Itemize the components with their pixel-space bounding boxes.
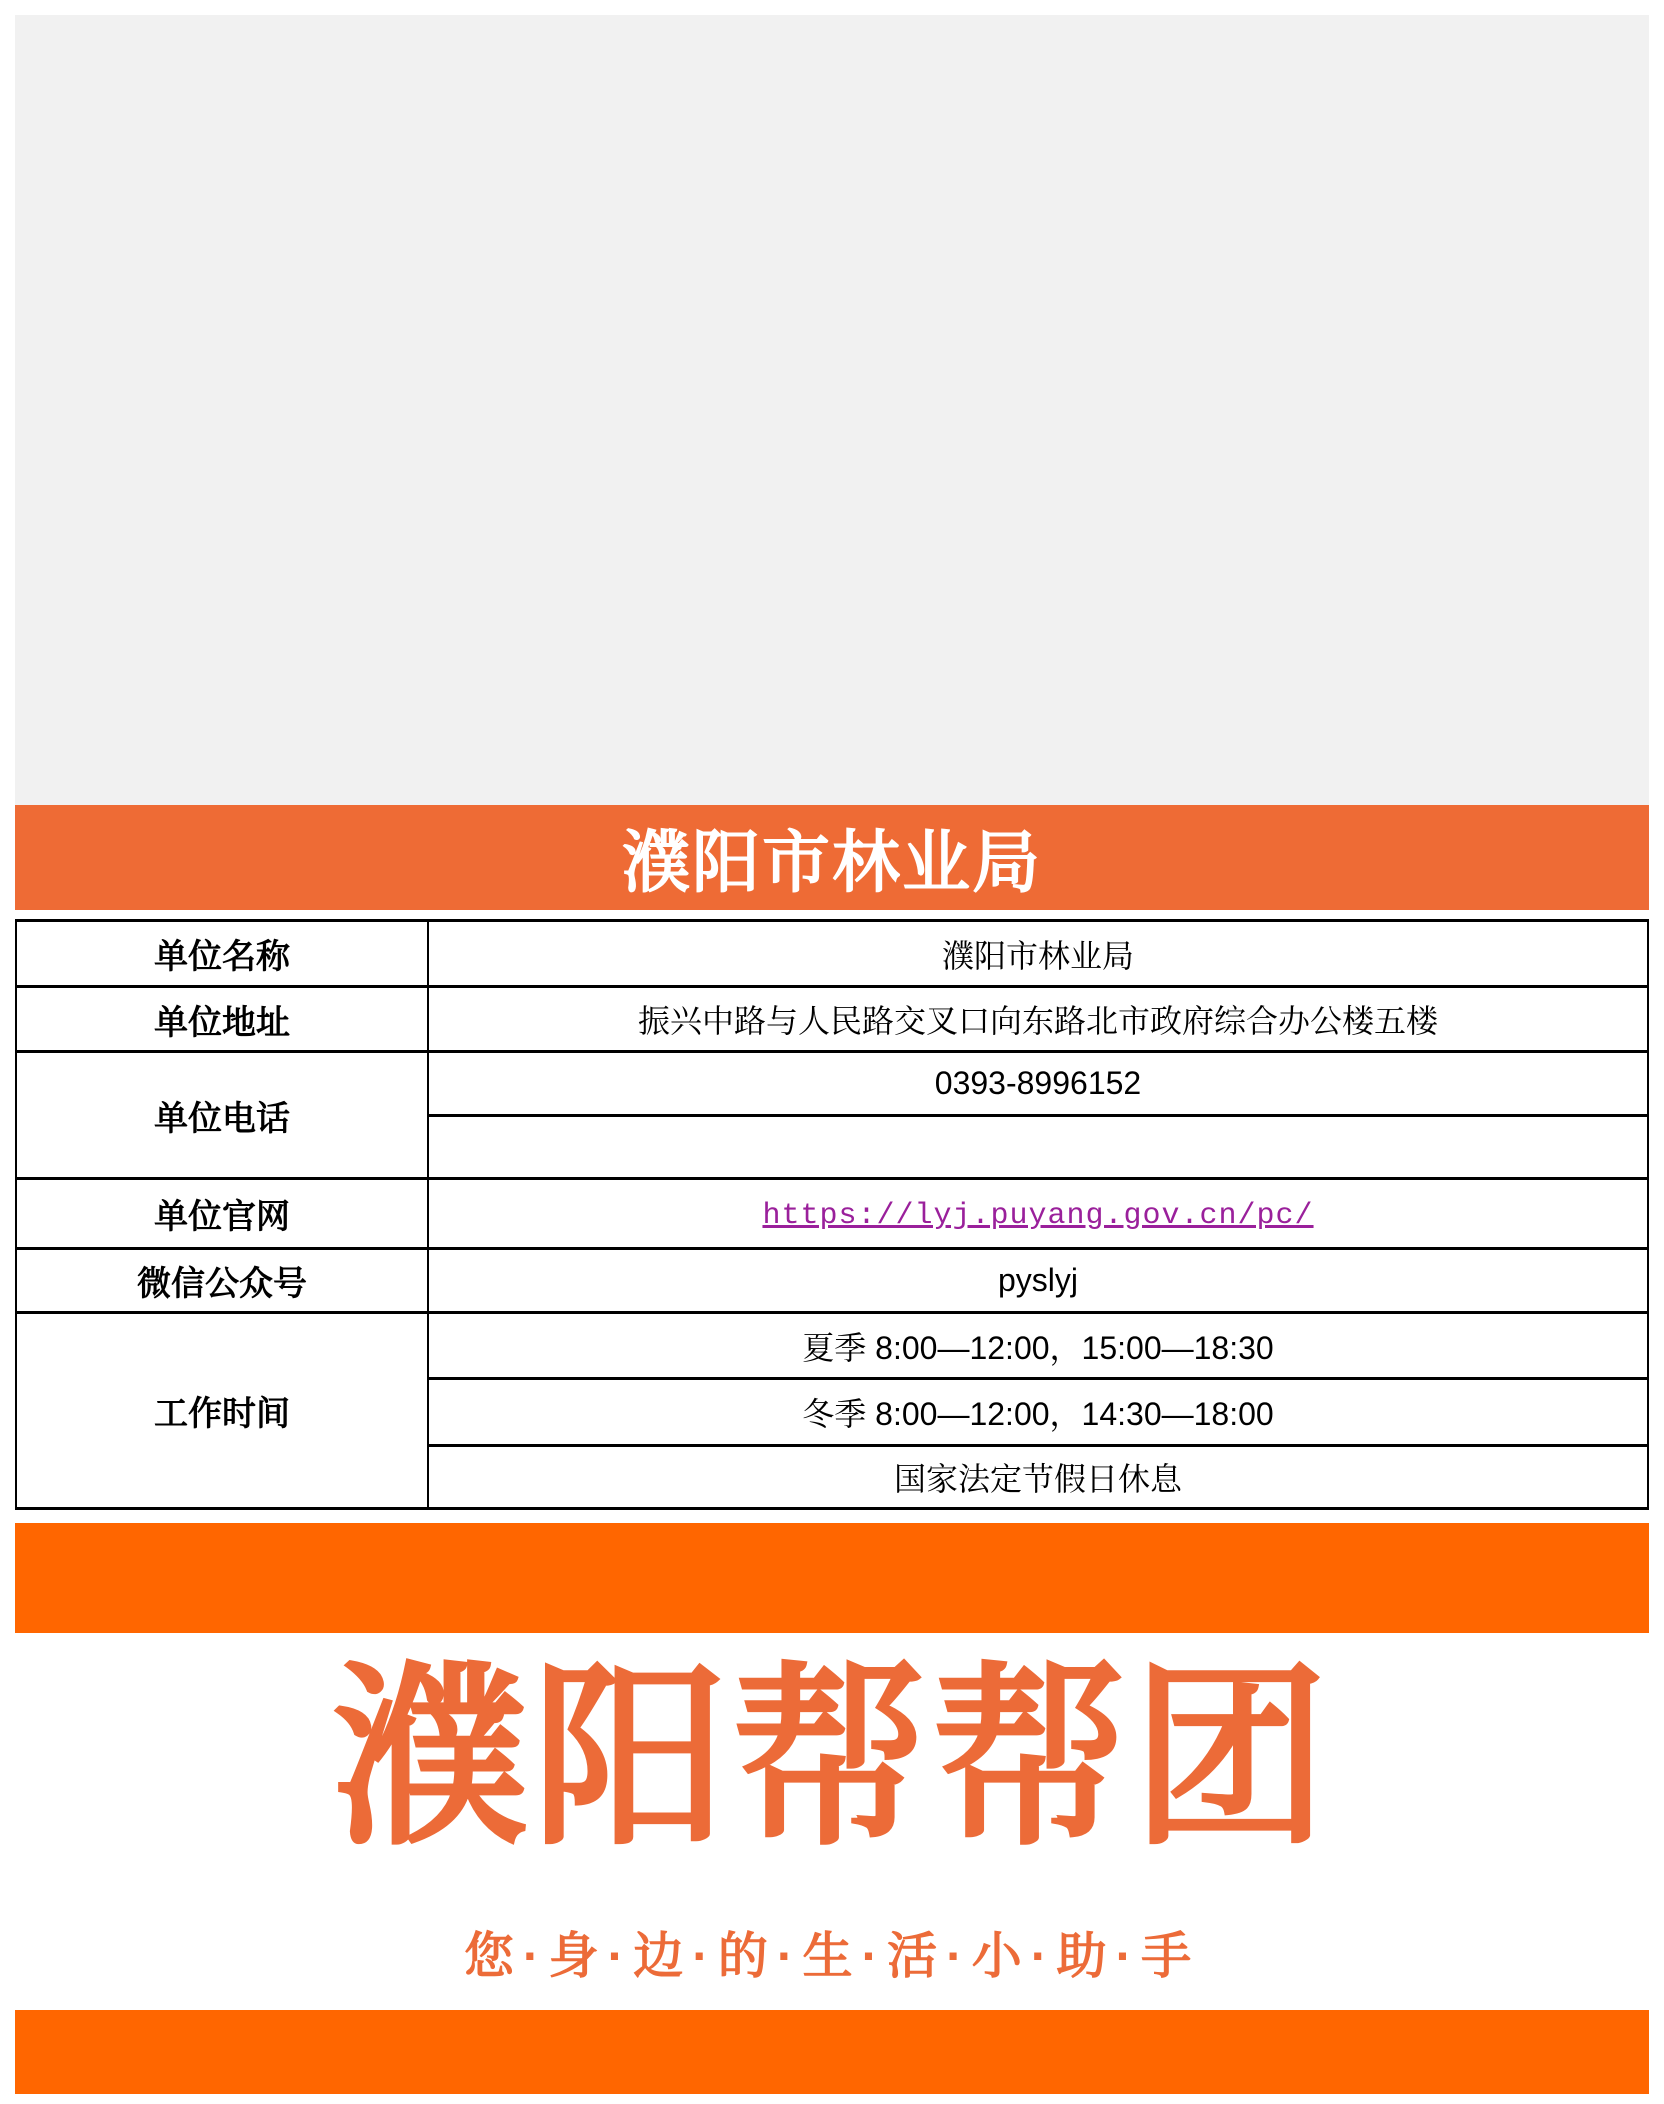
table-row [16, 921, 1648, 987]
unit-name-label: 单位名称 [16, 921, 428, 987]
unit-phone-label: 单位电话 [16, 1052, 428, 1179]
wechat-account-label: 微信公众号 [16, 1249, 428, 1313]
unit-phone-value-empty [428, 1116, 1648, 1179]
table-row [16, 1313, 1648, 1379]
org-info-table [15, 919, 1649, 1510]
org-title: 濮阳市林业局 [621, 825, 1042, 901]
work-hours-label: 工作时间 [16, 1313, 428, 1509]
brand-slogan: 您·身·边·的·生·活·小·助·手 [463, 1928, 1201, 1984]
work-hours-winter: 冬季 8:00—12:00，14:30—18:00 [428, 1379, 1648, 1446]
table-row [16, 987, 1648, 1052]
unit-website-cell [428, 1179, 1648, 1249]
wechat-account-value: pyslyj [428, 1249, 1648, 1313]
unit-name-value: 濮阳市林业局 [428, 921, 1648, 987]
header-image-placeholder [15, 15, 1649, 805]
org-title-banner [15, 805, 1649, 910]
table-row [16, 1179, 1648, 1249]
table-row [16, 1052, 1648, 1116]
work-hours-summer: 夏季 8:00—12:00，15:00—18:30 [428, 1313, 1648, 1379]
accent-bar-bottom [15, 2010, 1649, 2094]
unit-phone-value: 0393-8996152 [428, 1052, 1648, 1116]
brand-logo-text: 濮阳帮帮团 [331, 1649, 1332, 1868]
unit-website-label: 单位官网 [16, 1179, 428, 1249]
accent-bar-top [15, 1523, 1649, 1633]
unit-address-label: 单位地址 [16, 987, 428, 1052]
table-row [16, 1249, 1648, 1313]
unit-website-link[interactable]: https://lyj.puyang.gov.cn/pc/ [762, 1199, 1314, 1233]
unit-address-value: 振兴中路与人民路交叉口向东路北市政府综合办公楼五楼 [428, 987, 1648, 1052]
work-hours-holiday: 国家法定节假日休息 [428, 1446, 1648, 1509]
